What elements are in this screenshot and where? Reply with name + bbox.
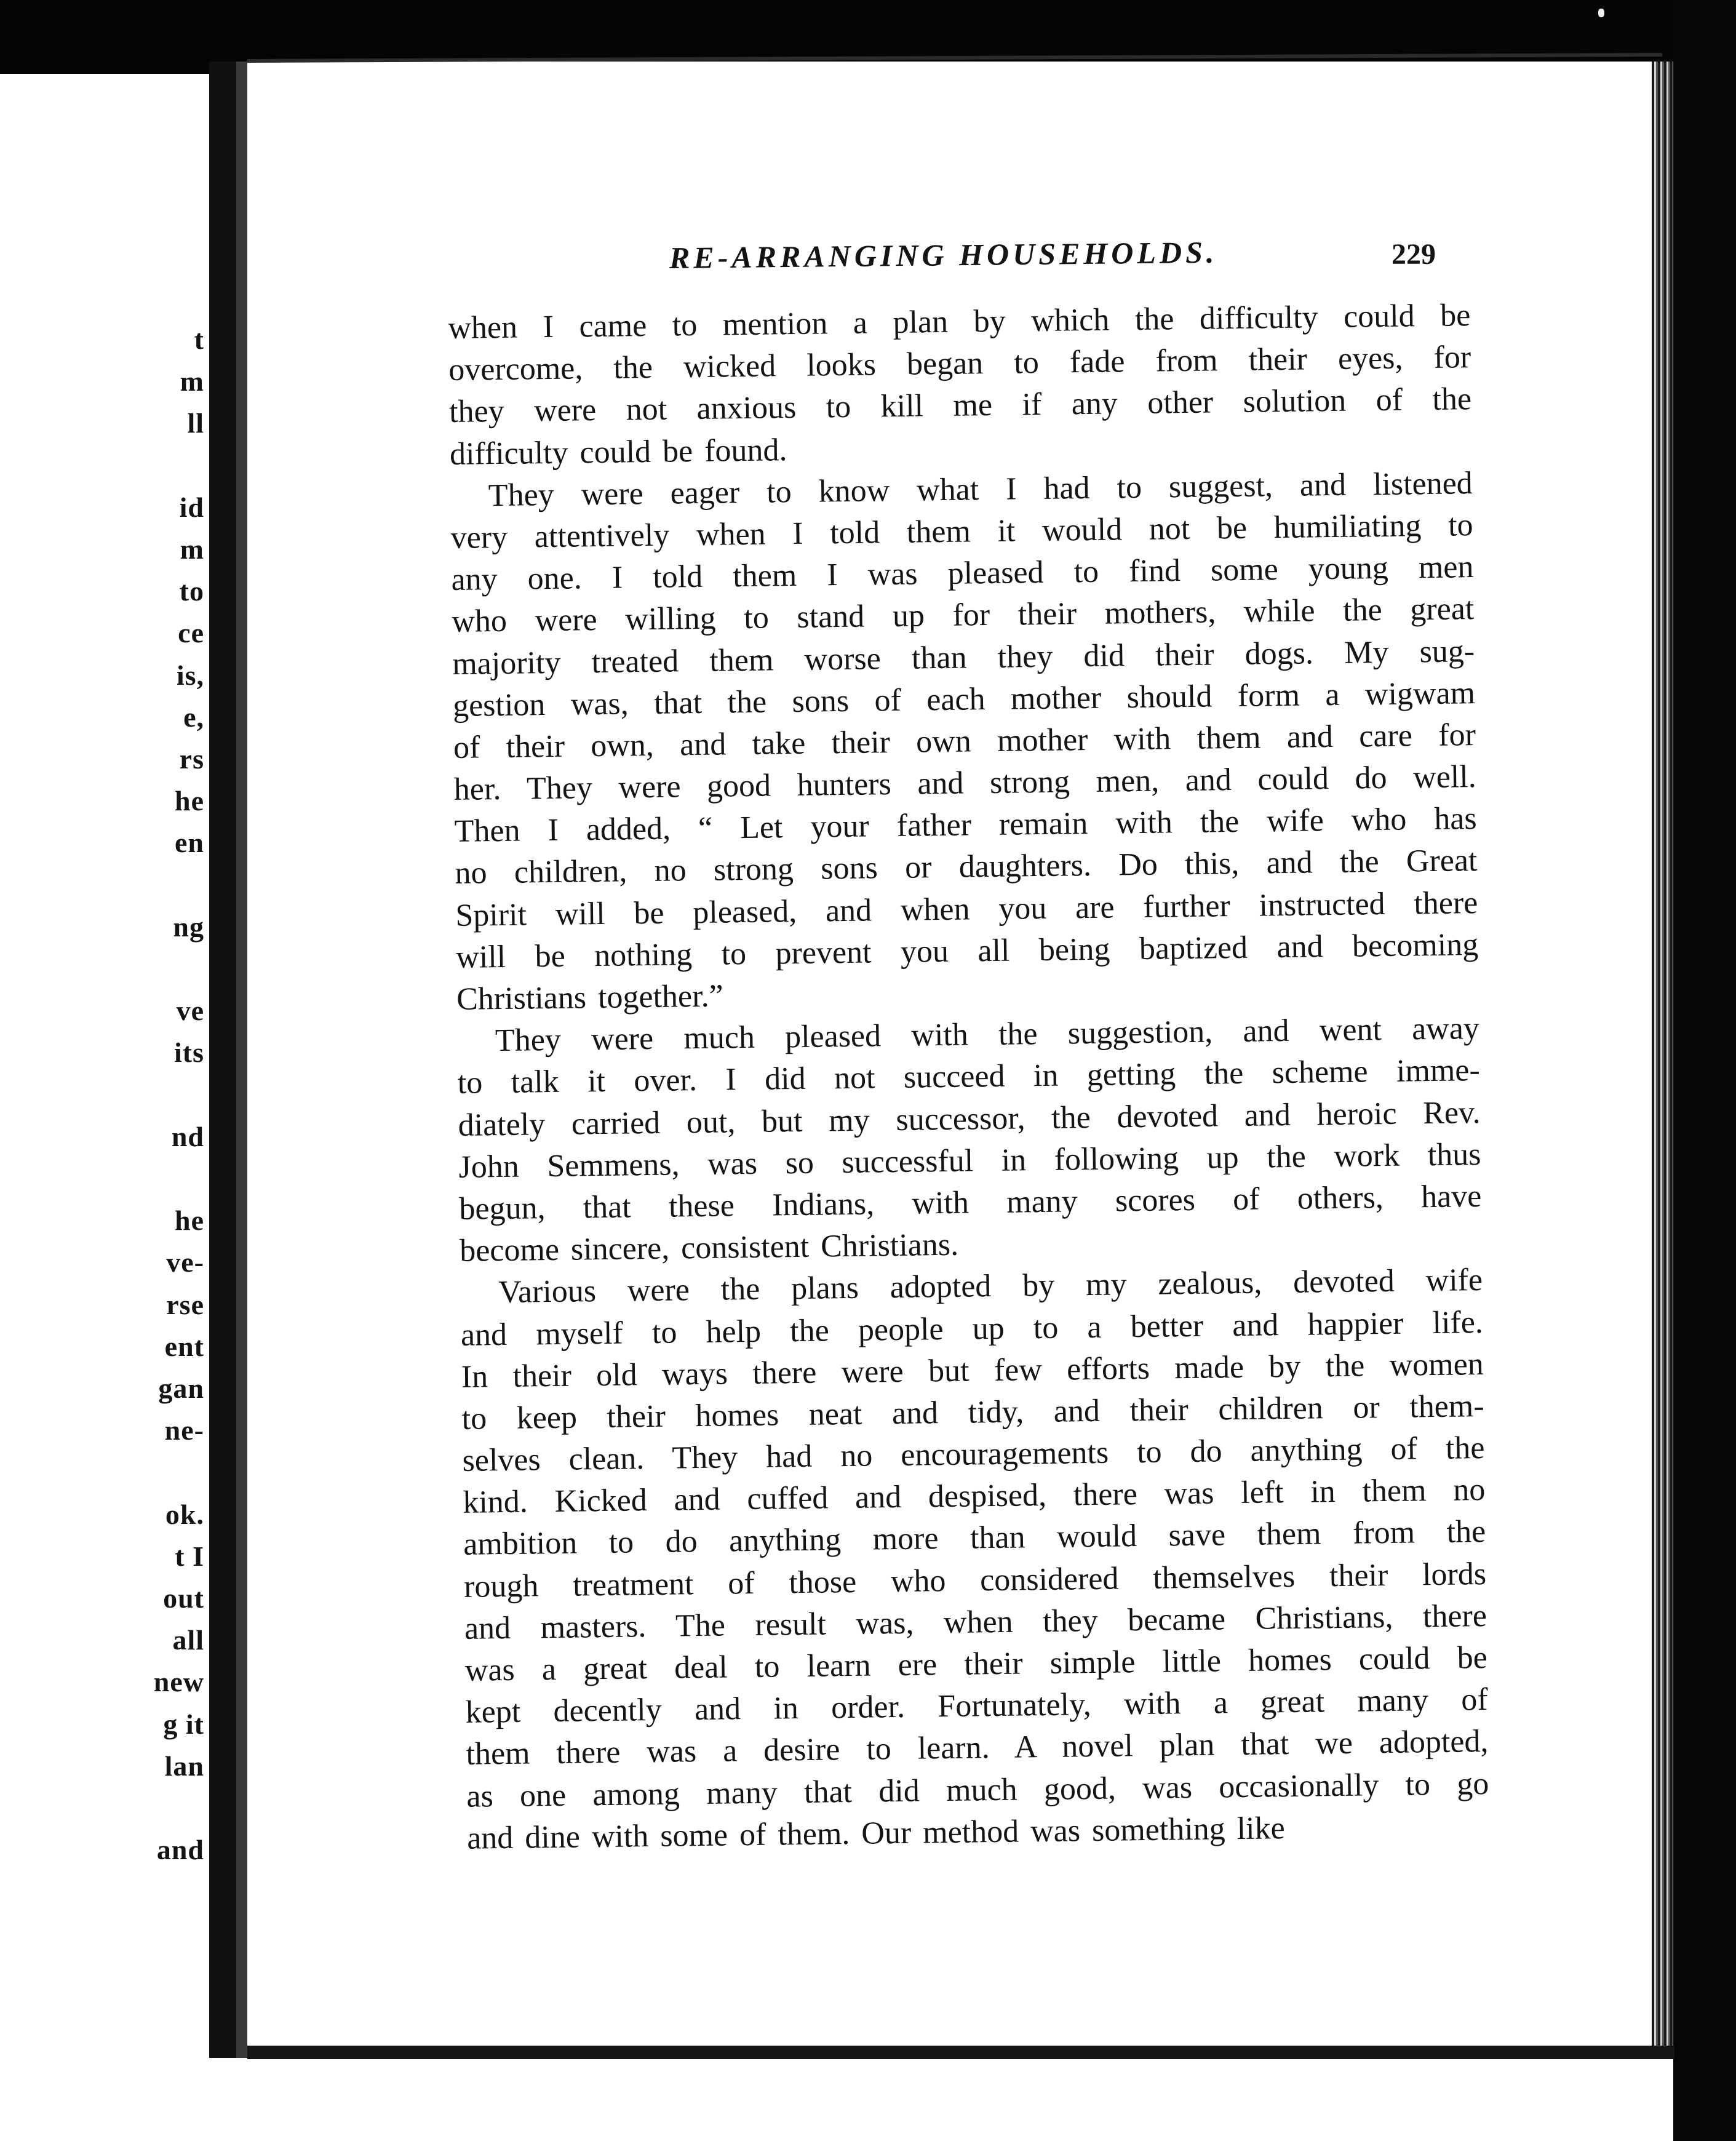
text-line: kept decently and in order. Fortunately, with a great many of <box>465 1682 1488 1731</box>
left-page-line-fragment: out <box>163 1582 204 1614</box>
left-page-line-fragment: ent <box>164 1330 204 1362</box>
scan-speck <box>1598 9 1604 17</box>
text-line: any one. I told them I was pleased to find some young men <box>451 549 1474 598</box>
text-line: them there was a desire to learn. A novel plan that we adopted, <box>466 1724 1489 1772</box>
text-line: to keep their homes neat and tidy, and their children or them- <box>461 1388 1484 1437</box>
left-page-line-fragment: t I <box>175 1540 204 1572</box>
left-page-line-fragment: e, <box>183 701 204 733</box>
book-gutter <box>209 62 236 2058</box>
left-page-line-fragment: en <box>175 827 204 859</box>
page-bottom-edge <box>247 2046 1674 2059</box>
page-number: 229 <box>1392 238 1436 271</box>
left-page-sliver <box>0 74 209 2058</box>
left-page-line-fragment: ce <box>178 617 204 649</box>
text-line: rough treatment of those who considered themselves their lords <box>463 1556 1487 1605</box>
paragraph <box>450 463 1479 1021</box>
text-line: ambition to do anything more than would save them from the <box>463 1514 1486 1563</box>
text-line: kind. Kicked and cuffed and despised, there was left in them no <box>463 1472 1486 1521</box>
left-page-line-fragment: rse <box>166 1288 204 1320</box>
text-line: will be nothing to prevent you all being baptized and becoming <box>455 927 1479 975</box>
body-text <box>448 295 1490 1860</box>
left-page-line-fragment: id <box>179 491 204 523</box>
running-head: RE-ARRANGING HOUSEHOLDS. <box>669 234 1218 275</box>
paragraph <box>448 295 1472 476</box>
text-line: to talk it over. I did not succeed in getting the scheme imme- <box>457 1053 1481 1101</box>
text-line: become sincere, consistent Christians. <box>459 1227 959 1269</box>
left-page-line-fragment: ll <box>187 407 204 439</box>
text-line: and myself to help the people up to a better and happier life. <box>460 1304 1484 1353</box>
text-line: Then I added, “ Let your father remain with the wife who has <box>454 801 1477 850</box>
text-line: diately carried out, but my successor, the devoted and heroic Rev. <box>458 1094 1481 1143</box>
text-line: John Semmens, was so successful in following up the work thus <box>458 1136 1481 1185</box>
text-line: very attentively when I told them it would not be humiliating to <box>450 508 1473 556</box>
scanner-frame-right <box>1673 0 1736 2141</box>
page-fore-edges <box>1652 62 1676 2058</box>
text-line: when I came to mention a plan by which the difficulty could be <box>448 298 1471 346</box>
left-page-line-fragment: he <box>175 1205 204 1237</box>
left-page-line-fragment: ng <box>173 911 204 943</box>
left-page-line-fragment: gan <box>158 1373 204 1404</box>
text-line: they were not anxious to kill me if any other solution of the <box>448 381 1472 430</box>
left-page-line-fragment: new <box>153 1666 204 1698</box>
left-page-line-fragment: lan <box>164 1750 204 1782</box>
text-line: Spirit will be pleased, and when you are further instructed there <box>455 885 1478 933</box>
text-line: as one among many that did much good, was occasionally to go <box>466 1766 1489 1814</box>
text-line: was a great deal to learn ere their simple little homes could be <box>464 1640 1488 1688</box>
text-line: of their own, and take their own mother with them and care for <box>453 717 1476 765</box>
text-line: Various were the plans adopted by my zealous, devoted wife <box>498 1262 1483 1310</box>
left-page-line-fragment: its <box>174 1037 204 1069</box>
left-page-line-fragment: ve- <box>166 1246 204 1278</box>
text-line: In their old ways there were but few efforts made by the women <box>461 1346 1484 1395</box>
left-page-line-fragment: ve <box>176 995 204 1027</box>
text-line: gestion was, that the sons of each mother should form a wigwam <box>452 675 1476 724</box>
left-page-line-fragment: nd <box>171 1120 204 1152</box>
text-line: selves clean. They had no encouragements to do anything of the <box>462 1430 1485 1478</box>
left-page-line-fragment: m <box>180 533 204 565</box>
text-line: They were eager to know what I had to suggest, and listened <box>488 465 1473 513</box>
left-page-line-fragment: and <box>156 1834 204 1866</box>
left-page-line-fragment: rs <box>179 743 204 775</box>
left-page-line-fragment: g it <box>163 1708 204 1740</box>
left-page-line-fragment: t <box>194 324 204 355</box>
text-line: who were willing to stand up for their mothers, while the great <box>452 591 1475 640</box>
paragraph <box>460 1259 1490 1859</box>
gutter-edge <box>236 62 247 2058</box>
left-page-line-fragment: he <box>175 785 204 817</box>
paragraph <box>457 1008 1483 1272</box>
text-line: no children, no strong sons or daughters. Do this, and the Great <box>455 843 1478 891</box>
left-page-line-fragment: is, <box>176 659 204 691</box>
text-line: difficulty could be found. <box>449 432 787 472</box>
text-line: and masters. The result was, when they became Christians, there <box>464 1598 1487 1646</box>
text-line: majority treated them worse than they did their dogs. My sug- <box>452 633 1475 682</box>
text-line: overcome, the wicked looks began to fade from their eyes, for <box>448 340 1471 388</box>
left-page-line-fragment: ok. <box>165 1498 204 1530</box>
left-page-line-fragment: to <box>179 575 204 607</box>
text-line: begun, that these Indians, with many scores of others, have <box>459 1178 1482 1227</box>
text-line: and dine with some of them. Our method was something like <box>466 1810 1285 1856</box>
left-page-line-fragment: ne- <box>164 1414 204 1446</box>
left-page-line-fragment: all <box>172 1624 204 1656</box>
text-line: her. They were good hunters and strong men, and could do well. <box>453 759 1477 807</box>
left-page-line-fragment: m <box>180 365 204 397</box>
text-line: They were much pleased with the suggestion, and went away <box>495 1011 1480 1059</box>
text-line: Christians together.” <box>456 978 723 1017</box>
